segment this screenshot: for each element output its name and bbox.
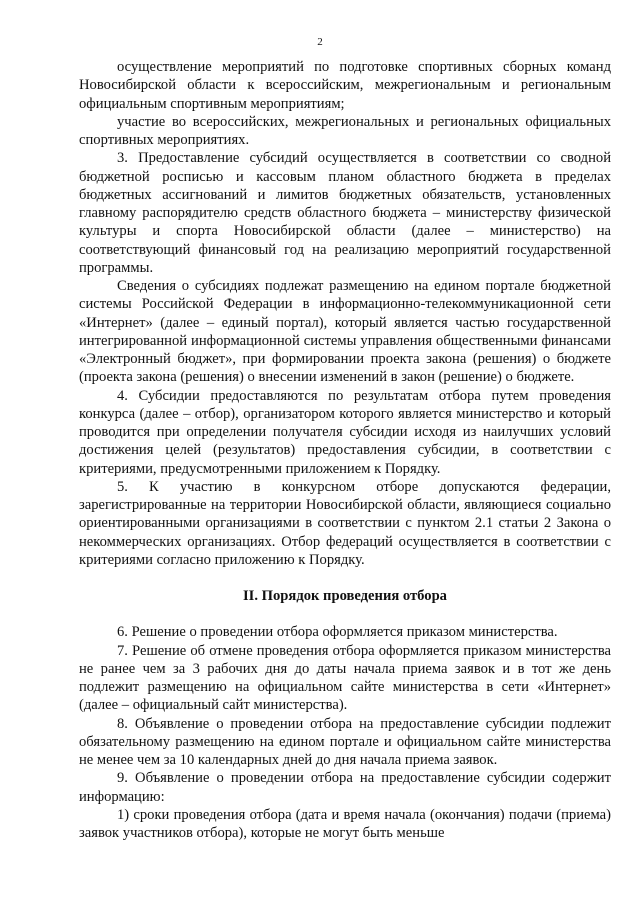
paragraph: 6. Решение о проведении отбора оформляется приказом министерства. xyxy=(117,624,558,641)
document-body xyxy=(79,58,611,842)
section-heading: II. Порядок проведения отбора xyxy=(243,588,447,604)
paragraph: участие во всероссийских, межрегиональных и региональных официальных спортивных мероприятиях. xyxy=(79,113,611,148)
paragraph: 8. Объявление о проведении отбора на предоставление субсидии подлежит обязательному размещению на едином портале и официальном сайте министерства не менее чем за 10 календарных дней до дня начала приема заявок. xyxy=(79,715,611,768)
paragraph: 4. Субсидии предоставляются по результатам отбора путем проведения конкурса (далее – отбор), организатором которого является министерство и который проводится при определении получателя субсидии исходя из наилучших условий достижения целей (результатов) предоставления субсидии, в соответствии с критериями, предусмотренными приложением к Порядку. xyxy=(79,387,611,477)
paragraph: 3. Предоставление субсидий осуществляется в соответствии со сводной бюджетной росписью и кассовым планом областного бюджета в пределах бюджетных ассигнований и лимитов бюджетных обязательств, установленных главному распорядителю средств областного бюджета – министерству физической культуры и спорта Новосибирской области (далее – министерство) на соответствующий финансовый год на реализацию мероприятий государственной программы. xyxy=(79,150,611,276)
paragraph: 7. Решение об отмене проведения отбора оформляется приказом министерства не ранее чем за 3 рабочих дня до даты начала приема заявок и в тот же день подлежит размещению на официальном сайте министерства в сети «Интернет» (далее – официальный сайт министерства). xyxy=(79,642,611,714)
paragraph: Сведения о субсидиях подлежат размещению на едином портале бюджетной системы Российской Федерации в информационно-телекоммуникационной сети «Интернет» (далее – единый портал), который является частью государственной интегрированной информационной системы управления общественными финансами «Электронный бюджет», при формировании проекта закона (решения) о бюджете (проекта закона (решения) о внесении изменений в закон (решение) о бюджете. xyxy=(79,278,611,386)
paragraph: 1) сроки проведения отбора (дата и время начала (окончания) подачи (приема) заявок участников отбора), которые не могут быть меньше xyxy=(79,806,611,841)
page-number: 2 xyxy=(317,36,323,48)
paragraph: осуществление мероприятий по подготовке спортивных сборных команд Новосибирской области к всероссийским, межрегиональным и региональным официальным спортивным мероприятиям; xyxy=(79,59,611,112)
paragraph: 5. К участию в конкурсном отборе допускаются федерации, зарегистрированные на территории Новосибирской области, являющиеся социально ориентированными организациями в соответствии с пунктом 2.1 статьи 2 Закона о некоммерческих организациях. Отбор федераций осуществляется в соответствии с критериями согласно приложению к Порядку. xyxy=(79,478,611,568)
paragraph: 9. Объявление о проведении отбора на предоставление субсидии содержит информацию: xyxy=(79,770,611,805)
